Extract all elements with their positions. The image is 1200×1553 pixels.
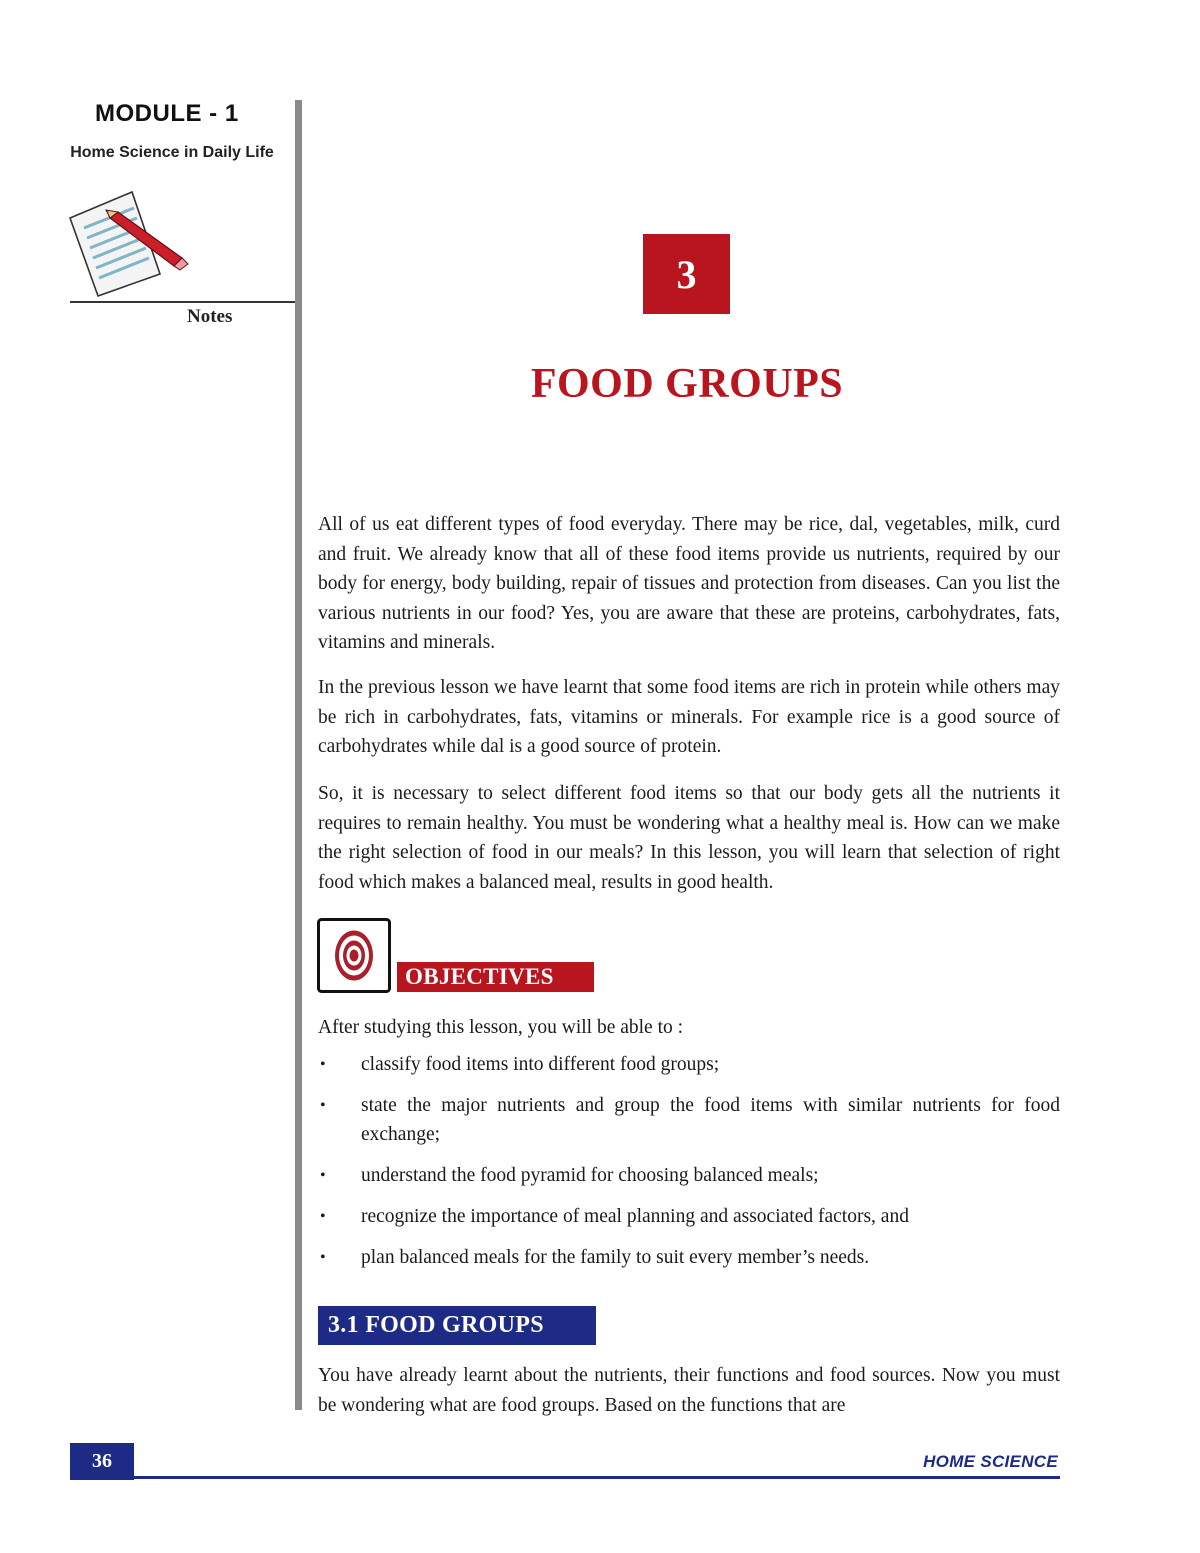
list-item — [318, 1091, 1060, 1149]
notepad-pencil-icon — [62, 188, 192, 298]
objectives-heading: OBJECTIVES — [397, 962, 594, 992]
bullet: • — [320, 1249, 326, 1266]
list-item — [318, 1050, 1060, 1079]
bullet: • — [320, 1097, 326, 1114]
list-item-text: plan balanced meals for the family to suit every member’s needs. — [361, 1247, 870, 1268]
section-heading: 3.1 FOOD GROUPS — [318, 1306, 596, 1345]
margin-divider — [295, 100, 302, 1410]
footer-rule — [134, 1476, 1060, 1479]
list-item — [318, 1243, 1060, 1272]
notes-label: Notes — [187, 306, 233, 327]
module-subtitle: Home Science in Daily Life — [70, 144, 274, 161]
list-item — [318, 1161, 1060, 1190]
footer-title: HOME SCIENCE — [923, 1452, 1058, 1471]
list-item-text: classify food items into different food groups; — [361, 1054, 720, 1075]
objectives-intro: After studying this lesson, you will be able to : — [318, 1017, 684, 1038]
intro-paragraph-2: In the previous lesson we have learnt that some food items are rich in protein while others may be rich in carbohydrates, fats, vitamins or minerals. For example rice is a good source of carbohydrates while dal is a good source of protein. — [318, 677, 1060, 758]
objectives-list — [318, 1050, 1060, 1284]
page-number: 36 — [70, 1443, 134, 1480]
intro-paragraph-1: All of us eat different types of food everyday. There may be rice, dal, vegetables, milk, curd and fruit. We already know that all of these food items provide us nutrients, required by our body for energy, body building, repair of tissues and protection from diseases. Can you list the various nutrients in our food? Yes, you are aware that these are proteins, carbohydrates, fats, vitamins and minerals. — [318, 514, 1060, 654]
list-item — [318, 1202, 1060, 1231]
list-item-text: recognize the importance of meal planning and associated factors, and — [361, 1206, 909, 1227]
bullet: • — [320, 1056, 326, 1073]
bullet: • — [320, 1208, 326, 1225]
list-item-text: state the major nutrients and group the food items with similar nutrients for food exchange; — [361, 1095, 1060, 1145]
module-title: MODULE - 1 — [95, 100, 239, 127]
notes-rule — [70, 301, 296, 303]
section-paragraph: You have already learnt about the nutrients, their functions and food sources. Now you must be wondering what are food groups. Based on the functions that are — [318, 1365, 1060, 1416]
intro-paragraph-3: So, it is necessary to select different food items so that our body gets all the nutrients it requires to remain healthy. You must be wondering what a healthy meal is. How can we make the right selection of food in our meals? In this lesson, you will learn that selection of right food which makes a balanced meal, results in good health. — [318, 783, 1060, 893]
bullet: • — [320, 1167, 326, 1184]
target-icon — [317, 918, 391, 993]
chapter-number: 3 — [643, 234, 730, 314]
list-item-text: understand the food pyramid for choosing balanced meals; — [361, 1165, 819, 1186]
chapter-title: FOOD GROUPS — [530, 361, 844, 407]
